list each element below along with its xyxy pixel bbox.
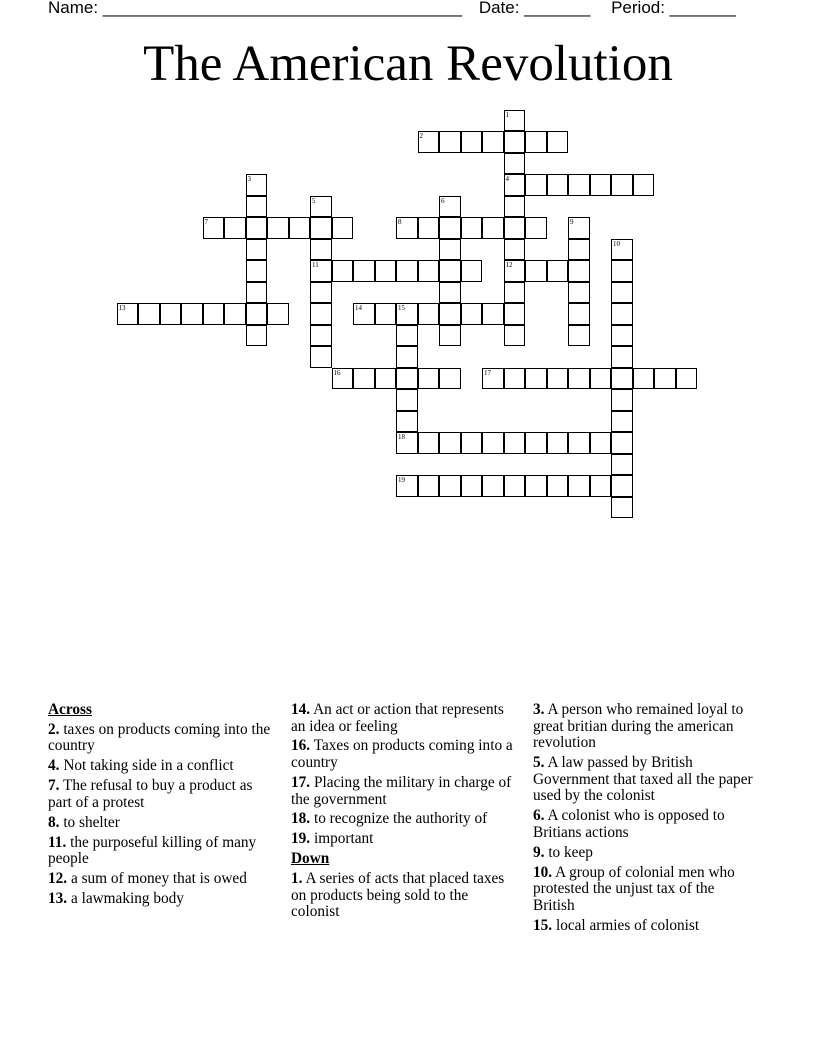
across-heading: Across: [48, 701, 92, 718]
cell-number: 9: [570, 218, 574, 226]
crossword-cell[interactable]: [246, 260, 268, 282]
crossword-cell[interactable]: [396, 411, 418, 433]
crossword-cell[interactable]: [353, 260, 375, 282]
clue-across: 8. to shelter: [48, 813, 120, 831]
crossword-cell[interactable]: [568, 475, 590, 497]
cell-number: 7: [204, 218, 208, 226]
crossword-cell[interactable]: [525, 174, 547, 196]
crossword-cell[interactable]: [568, 217, 590, 239]
crossword-cell[interactable]: [246, 217, 268, 239]
clue-across: 19. important: [291, 830, 374, 848]
cell-number: 10: [613, 239, 620, 248]
crossword-cell[interactable]: [611, 497, 633, 519]
crossword-cell[interactable]: [611, 475, 633, 497]
crossword-cell[interactable]: [267, 217, 289, 239]
clue-down: 5. A law passed by British Government that taxed all the paper used by the colonist: [533, 754, 753, 805]
crossword-cell[interactable]: [418, 260, 440, 282]
crossword-cell[interactable]: [310, 346, 332, 368]
crossword-cell[interactable]: [396, 303, 418, 325]
crossword-cell[interactable]: [547, 368, 569, 390]
clues-column-1: [48, 702, 273, 911]
crossword-cell[interactable]: [525, 432, 547, 454]
crossword-cell[interactable]: [310, 196, 332, 218]
crossword-cell[interactable]: [525, 131, 547, 153]
cell-number: 4: [505, 175, 509, 183]
cell-number: 17: [484, 368, 491, 377]
crossword-cell[interactable]: [504, 260, 526, 282]
crossword-cell[interactable]: [418, 131, 440, 153]
crossword-cell[interactable]: [461, 131, 483, 153]
crossword-cell[interactable]: [504, 368, 526, 390]
crossword-cell[interactable]: [396, 217, 418, 239]
crossword-cell[interactable]: [439, 303, 461, 325]
clue-across: 18. to recognize the authority of: [291, 810, 488, 828]
cell-number: 13: [118, 304, 126, 312]
period-field[interactable]: Period: _______: [611, 0, 736, 17]
clue-down: 1. A series of acts that placed taxes on products being sold to the colonist: [291, 870, 505, 921]
crossword-cell[interactable]: [547, 131, 569, 153]
crossword-cell[interactable]: [611, 282, 633, 304]
crossword-cell[interactable]: [568, 174, 590, 196]
date-field[interactable]: Date: _______: [478, 0, 591, 17]
clue-across: 11. the purposeful killing of many people: [48, 833, 257, 868]
crossword-cell[interactable]: [611, 174, 633, 196]
crossword-cell[interactable]: [482, 432, 504, 454]
clue-across: 4. Not taking side in a conflict: [48, 757, 234, 775]
crossword-cell[interactable]: [224, 303, 246, 325]
cell-number: 8: [398, 218, 402, 226]
cell-number: 15: [398, 304, 405, 312]
crossword-cell[interactable]: [396, 325, 418, 347]
clues-column-2: [291, 702, 516, 924]
crossword-cell[interactable]: [504, 432, 526, 454]
crossword-cell[interactable]: [482, 303, 504, 325]
crossword-cell[interactable]: [160, 303, 182, 325]
crossword-cell[interactable]: [396, 432, 418, 454]
crossword-cell[interactable]: [396, 389, 418, 411]
crossword-cell[interactable]: [482, 217, 504, 239]
crossword-cell[interactable]: [504, 196, 526, 218]
clue-across: 7. The refusal to buy a product as part of a protest: [48, 777, 253, 811]
crossword-cell[interactable]: [504, 217, 526, 239]
clue-down: 6. A colonist who is opposed to Britians actions: [533, 807, 725, 841]
crossword-cell[interactable]: [375, 368, 397, 390]
cell-number: 6: [441, 196, 445, 205]
crossword-cell[interactable]: [267, 303, 289, 325]
crossword-cell[interactable]: [590, 432, 612, 454]
clue-down: 15. local armies of colonist: [533, 916, 700, 934]
crossword-cell[interactable]: [418, 432, 440, 454]
crossword-cell[interactable]: [310, 239, 332, 261]
crossword-cell[interactable]: [289, 217, 311, 239]
crossword-cell[interactable]: [611, 368, 633, 390]
crossword-cell[interactable]: [439, 196, 461, 218]
crossword-cell[interactable]: [568, 432, 590, 454]
crossword-cell[interactable]: [633, 368, 655, 390]
crossword-cell[interactable]: [246, 239, 268, 261]
crossword-cell[interactable]: [203, 217, 225, 239]
crossword-cell[interactable]: [482, 475, 504, 497]
crossword-cell[interactable]: [504, 174, 526, 196]
crossword-cell[interactable]: [396, 346, 418, 368]
crossword-cell[interactable]: [525, 260, 547, 282]
crossword-cell[interactable]: [224, 217, 246, 239]
clue-down: 10. A group of colonial men who protested the unjust tax of the British: [533, 863, 735, 914]
crossword-cell[interactable]: [568, 325, 590, 347]
crossword-cell[interactable]: [353, 303, 375, 325]
crossword-cell[interactable]: [611, 239, 633, 261]
crossword-cell[interactable]: [504, 303, 526, 325]
clue-across: 12. a sum of money that is owed: [48, 870, 247, 888]
crossword-cell[interactable]: [482, 131, 504, 153]
crossword-cell[interactable]: [461, 303, 483, 325]
crossword-cell[interactable]: [396, 260, 418, 282]
crossword-cell[interactable]: [310, 217, 332, 239]
cell-number: 1: [505, 110, 509, 119]
crossword-cell[interactable]: [181, 303, 203, 325]
header: [48, 0, 740, 18]
crossword-cell[interactable]: [568, 368, 590, 390]
cell-number: 14: [355, 304, 362, 312]
crossword-cell[interactable]: [375, 303, 397, 325]
crossword-cell[interactable]: [525, 368, 547, 390]
clue-across: 14. An act or action that represents an idea or feeling: [291, 701, 504, 735]
cell-number: 3: [247, 175, 251, 183]
crossword-cell[interactable]: [246, 174, 268, 196]
crossword-cell[interactable]: [504, 131, 526, 153]
crossword-cell[interactable]: [504, 153, 526, 175]
crossword-cell[interactable]: [482, 368, 504, 390]
crossword-cell[interactable]: [439, 368, 461, 390]
clue-across: 2. taxes on products coming into the country: [48, 720, 271, 755]
crossword-cell[interactable]: [332, 217, 354, 239]
crossword-cell[interactable]: [568, 303, 590, 325]
crossword-cell[interactable]: [353, 368, 375, 390]
crossword-cell[interactable]: [525, 475, 547, 497]
cell-number: 5: [312, 196, 316, 205]
crossword-cell[interactable]: [461, 217, 483, 239]
crossword-cell[interactable]: [439, 282, 461, 304]
crossword-cell[interactable]: [461, 475, 483, 497]
crossword-cell[interactable]: [611, 454, 633, 476]
crossword-cell[interactable]: [461, 432, 483, 454]
crossword-cell[interactable]: [439, 131, 461, 153]
crossword-cell[interactable]: [611, 260, 633, 282]
crossword-cell[interactable]: [332, 260, 354, 282]
crossword-cell[interactable]: [611, 389, 633, 411]
clues-column-3: [533, 702, 758, 938]
crossword-cell[interactable]: [590, 368, 612, 390]
crossword-cell[interactable]: [504, 282, 526, 304]
cell-number: 18: [398, 433, 405, 441]
crossword-cell[interactable]: [203, 303, 225, 325]
crossword-cell[interactable]: [310, 260, 332, 282]
cell-number: 12: [505, 261, 513, 269]
crossword-cell[interactable]: [246, 282, 268, 304]
crossword-cell[interactable]: [246, 196, 268, 218]
crossword-cell[interactable]: [418, 475, 440, 497]
crossword-cell[interactable]: [568, 239, 590, 261]
crossword-cell[interactable]: [676, 368, 698, 390]
crossword-cell[interactable]: [504, 475, 526, 497]
crossword-cell[interactable]: [439, 325, 461, 347]
crossword-cell[interactable]: [310, 325, 332, 347]
crossword-cell[interactable]: [547, 260, 569, 282]
crossword-cell[interactable]: [633, 174, 655, 196]
clue-down: 3. A person who remained loyal to great britian during the american revolution: [533, 701, 744, 752]
crossword-cell[interactable]: [138, 303, 160, 325]
cell-number: 2: [419, 132, 423, 140]
crossword-cell[interactable]: [439, 260, 461, 282]
crossword-cell[interactable]: [568, 282, 590, 304]
crossword-cell[interactable]: [246, 325, 268, 347]
crossword-cell[interactable]: [547, 432, 569, 454]
down-heading: Down: [291, 850, 330, 868]
crossword-cell[interactable]: [654, 368, 676, 390]
crossword-cell[interactable]: [611, 303, 633, 325]
crossword-cell[interactable]: [590, 174, 612, 196]
crossword-cell[interactable]: [547, 174, 569, 196]
crossword-cell[interactable]: [439, 217, 461, 239]
crossword-cell[interactable]: [504, 110, 526, 132]
crossword-cell[interactable]: [439, 432, 461, 454]
crossword-cell[interactable]: [590, 475, 612, 497]
crossword-cell[interactable]: [117, 303, 139, 325]
crossword-cell[interactable]: [568, 260, 590, 282]
crossword-cell[interactable]: [396, 475, 418, 497]
clue-down: 9. to keep: [533, 843, 593, 861]
clue-across: 16. Taxes on products coming into a country: [291, 737, 513, 772]
name-field[interactable]: Name: ______________________________________: [48, 0, 463, 17]
cell-number: 19: [398, 476, 405, 484]
crossword-cell[interactable]: [611, 325, 633, 347]
clue-across: 13. a lawmaking body: [48, 890, 184, 908]
crossword-cell[interactable]: [504, 239, 526, 261]
crossword-cell[interactable]: [310, 282, 332, 304]
crossword-cell[interactable]: [418, 217, 440, 239]
crossword-cell[interactable]: [332, 368, 354, 390]
crossword-cell[interactable]: [439, 239, 461, 261]
clue-across: 17. Placing the military in charge of the government: [291, 773, 512, 808]
crossword-cell[interactable]: [418, 303, 440, 325]
page-title: The American Revolution: [143, 36, 673, 92]
crossword-cell[interactable]: [310, 303, 332, 325]
crossword-cell[interactable]: [439, 475, 461, 497]
crossword-cell[interactable]: [461, 260, 483, 282]
crossword-cell[interactable]: [547, 475, 569, 497]
crossword-cell[interactable]: [504, 325, 526, 347]
crossword-cell[interactable]: [525, 217, 547, 239]
cell-number: 16: [333, 368, 341, 377]
crossword-cell[interactable]: [375, 260, 397, 282]
crossword-cell[interactable]: [611, 346, 633, 368]
crossword-cell[interactable]: [396, 368, 418, 390]
crossword-cell[interactable]: [611, 432, 633, 454]
cell-number: 11: [312, 261, 319, 269]
crossword-cell[interactable]: [418, 368, 440, 390]
crossword-cell[interactable]: [611, 411, 633, 433]
crossword-cell[interactable]: [246, 303, 268, 325]
